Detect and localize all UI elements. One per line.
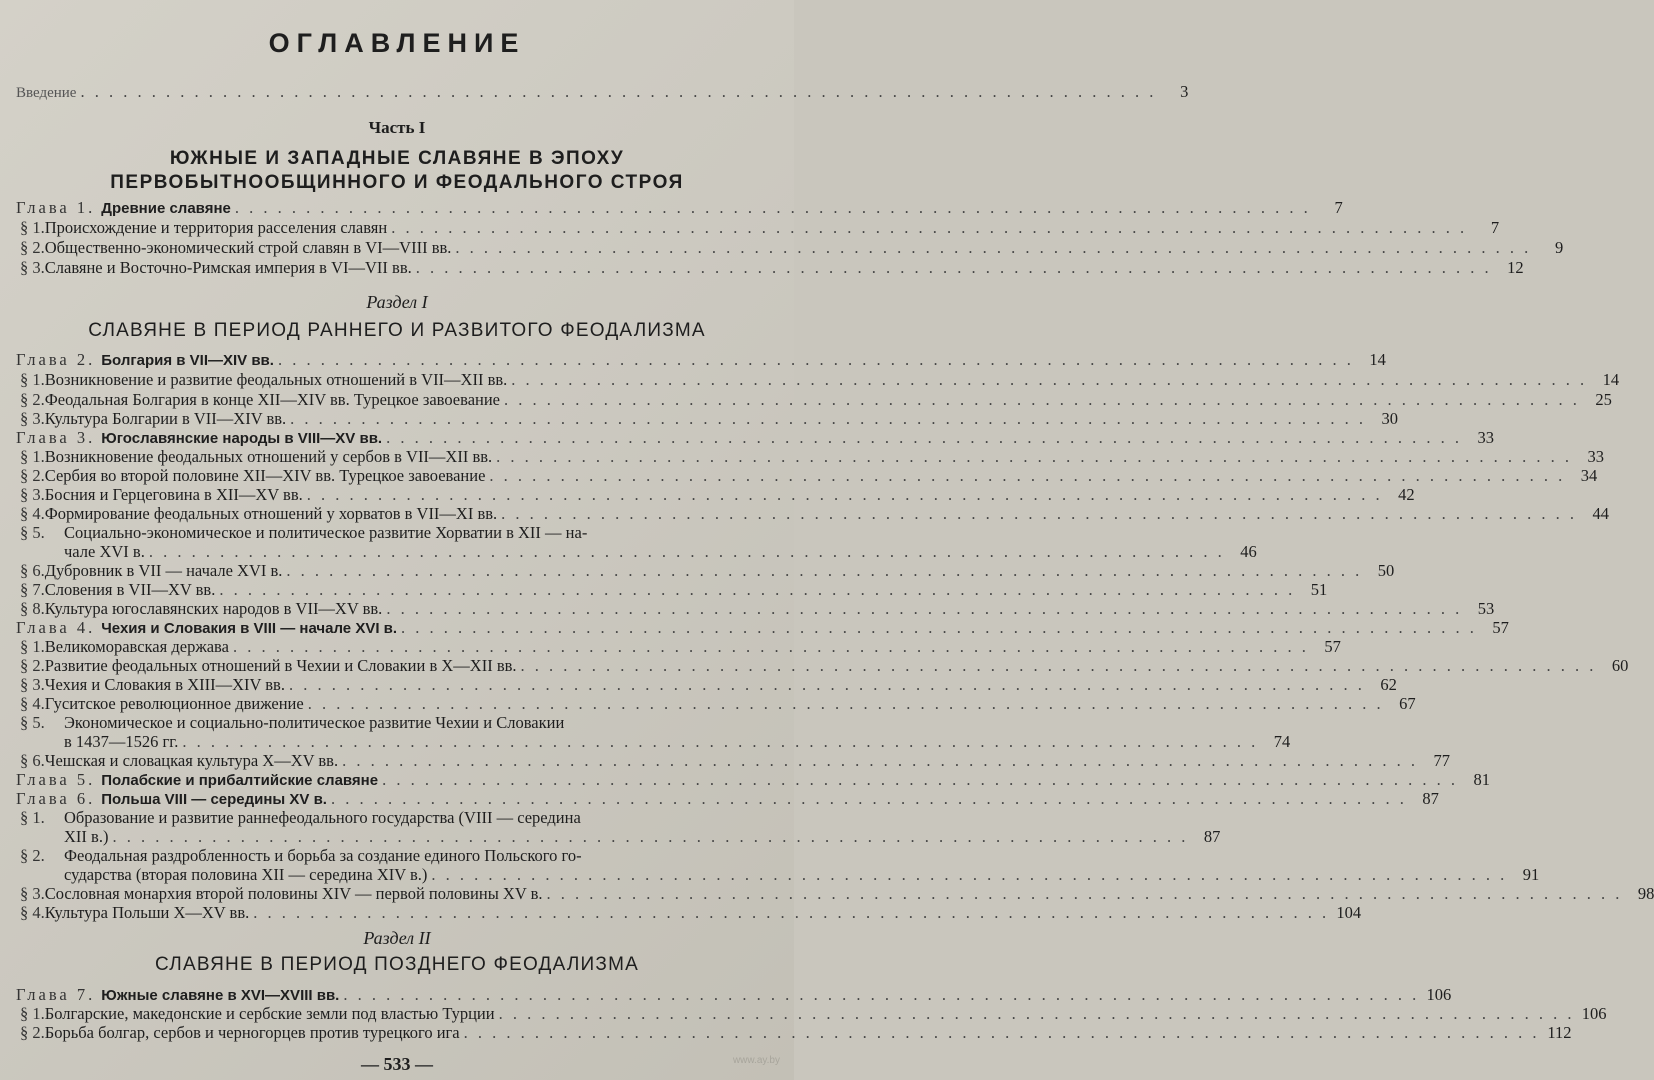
page-number: 3 [1180, 82, 1189, 101]
section-entry [16, 713, 786, 733]
chapter-entry [16, 789, 1439, 809]
section-number: § 3. [20, 884, 45, 903]
page-number: 87 [1203, 827, 1221, 846]
section-entry [16, 447, 1605, 467]
chapter-entry [16, 770, 1490, 790]
section-entry [16, 504, 1610, 524]
section-entry [16, 751, 1450, 771]
section-title: Общественно-экономический строй славян в VI—VIII вв. [44, 238, 452, 257]
section-title: Экономическое и социально-политическое развитие Чехии и Словакии [64, 713, 565, 732]
section-number: § 5. [20, 523, 45, 542]
section-title: Феодальная раздробленность и борьба за создание единого Польского го- [64, 846, 582, 865]
page-number: 91 [1522, 865, 1540, 884]
dot-leader [496, 447, 1572, 467]
section-title: Босния и Герцеговина в XII—XV вв. [44, 485, 303, 504]
page-number: 14 [1602, 370, 1620, 389]
section-entry [16, 675, 1397, 695]
chapter-title: Древние славяне [101, 200, 231, 217]
section-title-continuation: чале XVI в. [64, 542, 145, 561]
section-number: § 3. [20, 258, 45, 277]
page-number: 57 [1492, 618, 1509, 637]
dot-leader [464, 1023, 1540, 1043]
chapter-title: Полабские и прибалтийские славяне [101, 772, 379, 789]
chapter-title: Южные славяне в XVI—XVIII вв. [101, 987, 340, 1004]
section-entry-continuation [16, 827, 1221, 847]
dot-leader [149, 542, 1225, 562]
section-entry [16, 238, 1564, 258]
section-title: Возникновение феодальных отношений у сербов в VII—XII вв. [44, 447, 493, 466]
dot-leader [342, 751, 1418, 771]
page-number: 42 [1398, 485, 1415, 504]
dot-leader [401, 618, 1477, 638]
section-title-continuation: XII в.) [64, 827, 109, 846]
section-title: Образование и развитие раннефеодального государства (VIII — середина [64, 808, 581, 827]
dot-leader [219, 580, 1295, 600]
chapter-title: Польша VIII — середины XV в. [101, 791, 327, 808]
section-entry [16, 656, 1629, 676]
page-number: 33 [1587, 447, 1605, 466]
chapter-number: Глава 4. [16, 618, 96, 637]
section-title: Чешская и словацкая культура X—XV вв. [44, 751, 339, 770]
dot-leader [307, 485, 1383, 505]
dot-leader [547, 884, 1623, 904]
section-title: Культура Болгарии в VII—XIV вв. [44, 409, 287, 428]
section-entry [16, 599, 1495, 619]
dot-leader [289, 675, 1365, 695]
section-title: Культура Польши X—XV вв. [44, 903, 250, 922]
section-title: Сословная монархия второй половины XIV — первой половины XV в. [44, 884, 543, 903]
section-title: Социально-экономическое и политическое развитие Хорватии в XII — на- [64, 523, 588, 542]
section-entry [16, 884, 1654, 904]
page-number: 7 [1490, 218, 1500, 237]
section-number: § 2. [20, 1023, 45, 1042]
section-number: § 2. [20, 238, 45, 257]
section-entry [16, 1004, 1607, 1024]
page-number: 57 [1324, 637, 1341, 656]
page-number: 14 [1369, 350, 1386, 369]
section-entry [16, 580, 1328, 600]
chapter-entry [16, 618, 1509, 638]
page-number: 53 [1477, 599, 1495, 618]
section-number: § 1. [20, 1004, 45, 1023]
section-title: Словения в VII—XV вв. [44, 580, 216, 599]
part-heading-line2: ПЕРВОБЫТНООБЩИННОГО И ФЕОДАЛЬНОГО СТРОЯ [110, 172, 684, 193]
dot-leader [501, 504, 1577, 524]
section-entry [16, 218, 1500, 238]
section-number: § 3. [20, 675, 45, 694]
page-number: 87 [1422, 789, 1439, 808]
section-label: Раздел I [366, 292, 428, 312]
section-entry-continuation [16, 732, 1291, 752]
dot-leader [386, 428, 1462, 448]
page-number: 81 [1473, 770, 1490, 789]
section-number: § 1. [20, 447, 45, 466]
section-title: Славяне и Восточно-Римская империя в VI—VII вв. [44, 258, 412, 277]
intro-label: Введение [16, 85, 77, 101]
section-title: Происхождение и территория расселения славян [44, 218, 388, 237]
page-number: 12 [1507, 258, 1524, 277]
section-entry [16, 523, 786, 543]
section-entry [16, 409, 1399, 429]
section-number: § 1. [20, 370, 45, 389]
dot-leader [343, 985, 1419, 1005]
dot-leader [521, 656, 1597, 676]
section-title: Болгарские, македонские и сербские земли под властью Турции [44, 1004, 495, 1023]
chapter-title: Болгария в VII—XIV вв. [101, 352, 274, 369]
page-number: 25 [1595, 390, 1612, 409]
section-number: § 4. [20, 504, 45, 523]
section-title: Феодальная Болгария в конце XII—XIV вв. Турецкое завоевание [44, 390, 501, 409]
dot-leader [286, 561, 1362, 581]
section-number: § 5. [20, 713, 45, 732]
page-number: 106 [1426, 985, 1452, 1004]
section-entry [16, 808, 786, 828]
chapter-number: Глава 7. [16, 985, 96, 1004]
page-number: 50 [1377, 561, 1395, 580]
dot-leader [290, 409, 1366, 429]
section-number: § 6. [20, 751, 45, 770]
chapter-entry [16, 350, 1386, 370]
dot-leader [233, 637, 1309, 657]
section-number: § 4. [20, 694, 45, 713]
dot-leader [455, 238, 1531, 258]
page-number: 106 [1581, 1004, 1607, 1023]
section-entry [16, 485, 1415, 505]
section-number: § 4. [20, 903, 45, 922]
page-number: 51 [1310, 580, 1328, 599]
page-number: 104 [1336, 903, 1362, 922]
section-title: Сербия во второй половине XII—XIV вв. Турецкое завоевание [44, 466, 486, 485]
dot-leader [182, 732, 1258, 752]
dot-leader [235, 198, 1311, 218]
dot-leader [112, 827, 1188, 847]
page-number: 67 [1399, 694, 1416, 713]
chapter-number: Глава 1. [16, 198, 96, 217]
section-number: § 1. [20, 218, 45, 237]
section-title: Великоморавская держава [44, 637, 229, 656]
section-number: § 8. [20, 599, 45, 618]
part-label: Часть I [368, 118, 426, 137]
page-number: 44 [1592, 504, 1610, 523]
page-title: ОГЛАВЛЕНИЕ [268, 28, 526, 58]
section-title: Дубровник в VII — начале XVI в. [44, 561, 283, 580]
section-number: § 1. [20, 637, 45, 656]
page-number: 62 [1380, 675, 1397, 694]
watermark: www.ay.by [732, 1055, 780, 1066]
section-entry [16, 561, 1395, 581]
section-entry [16, 466, 1598, 486]
page-number: 112 [1547, 1023, 1572, 1042]
dot-leader [80, 82, 1156, 102]
section-title: Развитие феодальных отношений в Чехии и Словакии в X—XII вв. [44, 656, 517, 675]
section-label: Раздел II [363, 928, 431, 948]
section-entry [16, 1023, 1572, 1043]
section-entry [16, 694, 1416, 714]
page-number: 74 [1273, 732, 1291, 751]
section-title: Борьба болгар, сербов и черногорцев против турецкого ига [44, 1023, 460, 1042]
section-title: Возникновение и развитие феодальных отношений в VII—XII вв. [44, 370, 508, 389]
dot-leader [382, 770, 1458, 790]
chapter-entry [16, 985, 1452, 1005]
section-entry-continuation [16, 865, 1540, 885]
dot-leader [416, 258, 1492, 278]
page-number: 34 [1580, 466, 1598, 485]
page-number: 98 [1637, 884, 1654, 903]
section-number: § 3. [20, 409, 45, 428]
dot-leader [391, 218, 1467, 238]
section-number: § 2. [20, 846, 45, 865]
toc-entry-intro [16, 82, 1189, 102]
section-entry [16, 846, 786, 866]
chapter-title: Чехия и Словакия в VIII — начале XVI в. [101, 620, 398, 637]
page-footer-number: — 533 — [361, 1054, 433, 1074]
dot-leader [504, 390, 1580, 410]
dot-leader [386, 599, 1462, 619]
dot-leader [489, 466, 1565, 486]
dot-leader [278, 350, 1354, 370]
part-heading-line1: ЮЖНЫЕ И ЗАПАДНЫЕ СЛАВЯНЕ В ЭПОХУ [169, 148, 625, 169]
section-entry [16, 258, 1524, 278]
section-title: Формирование феодальных отношений у хорватов в VII—XI вв. [44, 504, 498, 523]
section-number: § 6. [20, 561, 45, 580]
chapter-number: Глава 3. [16, 428, 96, 447]
section-heading: СЛАВЯНЕ В ПЕРИОД ПОЗДНЕГО ФЕОДАЛИЗМА [155, 954, 639, 975]
section-number: § 3. [20, 485, 45, 504]
section-title: Культура югославянских народов в VII—XV вв. [44, 599, 383, 618]
section-number: § 2. [20, 466, 45, 485]
section-number: § 7. [20, 580, 45, 599]
section-entry [16, 390, 1612, 410]
dot-leader [431, 865, 1507, 885]
chapter-number: Глава 2. [16, 350, 96, 369]
section-title: Чехия и Словакия в XIII—XIV вв. [44, 675, 285, 694]
dot-leader [499, 1004, 1575, 1024]
page-number: 30 [1381, 409, 1399, 428]
chapter-title: Югославянские народы в VIII—XV вв. [101, 430, 383, 447]
page-number: 60 [1611, 656, 1629, 675]
section-number: § 1. [20, 808, 45, 827]
chapter-number: Глава 5. [16, 770, 96, 789]
section-number: § 2. [20, 390, 45, 409]
chapter-entry [16, 198, 1343, 218]
section-entry-continuation [16, 542, 1257, 562]
page-number: 46 [1240, 542, 1257, 561]
chapter-number: Глава 6. [16, 789, 96, 808]
chapter-entry [16, 428, 1494, 448]
section-entry [16, 903, 1362, 923]
dot-leader [511, 370, 1587, 390]
dot-leader [331, 789, 1407, 809]
section-title: Гуситское революционное движение [44, 694, 304, 713]
dot-leader [308, 694, 1384, 714]
page-number: 9 [1555, 238, 1564, 257]
section-title-continuation: сударства (вторая половина XII — середина XIV в.) [64, 865, 428, 884]
section-title-continuation: в 1437—1526 гг. [64, 732, 179, 751]
page-number: 77 [1433, 751, 1450, 770]
section-entry [16, 370, 1620, 390]
page-number: 33 [1477, 428, 1494, 447]
section-heading: СЛАВЯНЕ В ПЕРИОД РАННЕГО И РАЗВИТОГО ФЕОДАЛИЗМА [88, 320, 706, 341]
page-number: 7 [1334, 198, 1343, 217]
section-number: § 2. [20, 656, 45, 675]
section-entry [16, 637, 1341, 657]
dot-leader [253, 903, 1329, 923]
